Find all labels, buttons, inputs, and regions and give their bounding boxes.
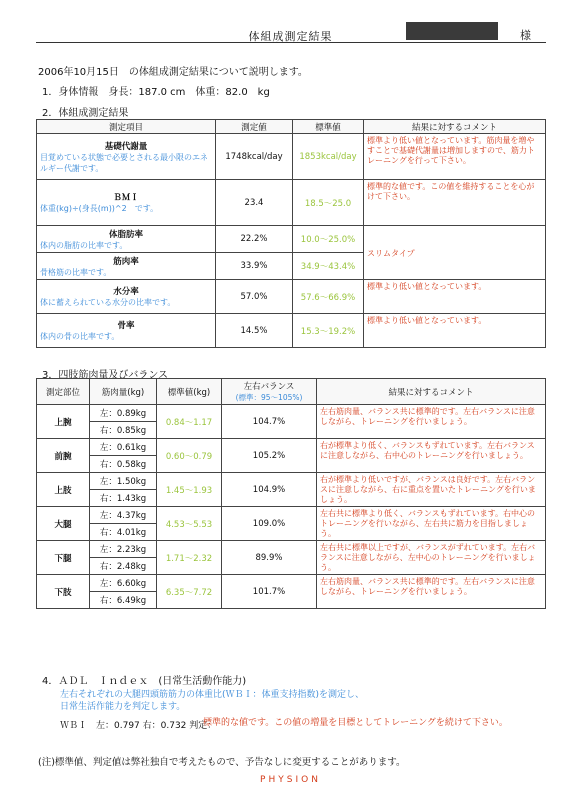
item-value: 33.9% — [216, 253, 293, 280]
item-standard: 18.5～25.0 — [293, 180, 364, 226]
item-name: ＢＭＩ — [113, 193, 139, 203]
item-name: 基礎代謝量 — [104, 141, 148, 152]
page-title: 体組成測定結果 — [248, 30, 333, 43]
limb-right: 右：0.58kg — [90, 456, 157, 473]
item-value: 22.2% — [216, 226, 293, 253]
limb-right: 右：0.85kg — [90, 422, 157, 439]
table-row — [37, 180, 546, 226]
limb-balance: 101.7% — [222, 575, 317, 609]
balance-standard: (標準：95～105%) — [235, 393, 303, 402]
item-name: 骨率 — [117, 321, 135, 331]
col-header: 測定部位 — [37, 379, 90, 405]
redacted-name — [406, 22, 498, 40]
col-header: 筋肉量(kg) — [90, 379, 157, 405]
limb-balance: 104.9% — [222, 473, 317, 507]
limb-part: 大腿 — [37, 507, 90, 541]
col-header: 左右バランス — [243, 382, 295, 392]
col-header: 標準値 — [293, 120, 364, 134]
limb-balance: 105.2% — [222, 439, 317, 473]
adl-desc-line1: 左右それぞれの大腿四頭筋筋力の体重比(ＷＢＩ：体重支持指数)を測定し、 — [60, 690, 365, 700]
item-desc: 体内の骨の比率です。 — [40, 332, 120, 341]
footnote: (注)標準値、判定値は弊社独自で考えたもので、予告なしに変更することがあります。 — [38, 757, 406, 768]
limb-standard: 6.35～7.72 — [157, 575, 222, 609]
limb-left: 左：0.61kg — [90, 439, 157, 456]
section3-heading: 3．四肢筋肉量及びバランス — [42, 370, 169, 381]
limb-comment: 右が標準より低いですが、バランスは良好です。左右バランスに注意しながら、右に重点を置いたトレーニングを行いましょう。 — [317, 473, 546, 507]
section4-heading: 4．ＡＤＬ Ｉｎｄｅｘ (日常生活動作能力) — [42, 676, 247, 687]
limb-left: 左：2.23kg — [90, 541, 157, 558]
body-composition-table — [36, 119, 546, 348]
item-value: 14.5% — [216, 314, 293, 348]
company-logo: PHYSION — [260, 775, 321, 785]
table-row — [37, 507, 546, 524]
limb-comment: 左右筋肉量、バランス共に標準的です。左右バランスに注意しながら、トレーニングを行いましょう。 — [317, 575, 546, 609]
wbi-comment: 標準的な値です。この値の増量を目標としてトレーニングを続けて下さい。 — [203, 718, 508, 728]
item-value: 57.0% — [216, 280, 293, 314]
limb-comment: 左右共に標準より低く、バランスもずれています。右中心のトレーニングを行いながら、左右共に筋力を目指しましょう。 — [317, 507, 546, 541]
item-desc: 骨格筋の比率です。 — [40, 267, 112, 277]
item-standard: 1853kcal/day — [293, 134, 364, 180]
col-header: 結果に対するコメント — [364, 120, 546, 134]
table-row — [37, 405, 546, 422]
item-desc: 目覚めている状態で必要とされる最小限のエネルギー代謝です。 — [40, 152, 208, 173]
limb-muscle-table — [36, 378, 546, 609]
item-name: 体脂肪率 — [108, 229, 143, 240]
honorific: 様 — [520, 29, 531, 42]
table-row — [37, 314, 546, 348]
limb-standard: 1.71～2.32 — [157, 541, 222, 575]
item-desc: 体重(kg)÷(身長(m))^2 です。 — [40, 204, 159, 213]
limb-part: 前腕 — [37, 439, 90, 473]
limb-right: 右：4.01kg — [90, 524, 157, 541]
item-name: 水分率 — [113, 287, 139, 297]
item-comment: 標準より低い値となっています。 — [364, 314, 546, 348]
limb-part: 下腿 — [37, 541, 90, 575]
limb-balance: 104.7% — [222, 405, 317, 439]
item-comment: 標準より低い値となっています。 — [364, 280, 546, 314]
intro-text: 2006年10月15日 の体組成測定結果について説明します。 — [38, 67, 308, 78]
header-rule — [36, 42, 546, 43]
table-row — [37, 473, 546, 490]
col-header: 標準値(kg) — [157, 379, 222, 405]
item-comment: スリムタイプ — [364, 226, 546, 280]
item-value: 23.4 — [216, 180, 293, 226]
limb-right: 右：6.49kg — [90, 592, 157, 609]
limb-comment: 左右筋肉量、バランス共に標準的です。左右バランスに注意しながら、トレーニングを行いましょう。 — [317, 405, 546, 439]
section1 — [42, 83, 270, 98]
table-row — [37, 134, 546, 180]
limb-right: 右：1.43kg — [90, 490, 157, 507]
limb-comment: 左右共に標準以上ですが、バランスがずれています。左右バランスに注意しながら、左中心のトレーニングを行いましょう。 — [317, 541, 546, 575]
limb-left: 左：0.89kg — [90, 405, 157, 422]
limb-right: 右：2.48kg — [90, 558, 157, 575]
item-standard: 15.3～19.2% — [293, 314, 364, 348]
item-desc: 体に蓄えられている水分の比率です。 — [40, 298, 176, 307]
limb-balance: 109.0% — [222, 507, 317, 541]
item-name: 筋肉率 — [113, 256, 139, 267]
limb-standard: 0.60～0.79 — [157, 439, 222, 473]
item-value: 1748kcal/day — [216, 134, 293, 180]
table-row — [37, 575, 546, 592]
col-header: 測定値 — [216, 120, 293, 134]
limb-standard: 4.53～5.53 — [157, 507, 222, 541]
limb-left: 左：6.60kg — [90, 575, 157, 592]
adl-description — [60, 689, 364, 713]
col-header: 測定項目 — [37, 120, 216, 134]
adl-desc-line2: 日常生活作能力を判定します。 — [60, 702, 186, 712]
col-header: 結果に対するコメント — [317, 379, 546, 405]
item-desc: 体内の脂肪の比率です。 — [40, 240, 128, 250]
limb-left: 左：1.50kg — [90, 473, 157, 490]
item-standard: 10.0～25.0% — [293, 226, 364, 253]
body-info: 身長：187.0 cm 体重：82.0 kg — [108, 87, 270, 98]
table-row — [37, 541, 546, 558]
limb-standard: 1.45～1.93 — [157, 473, 222, 507]
item-comment: 標準より低い値となっています。筋肉量を増やすことで基礎代謝量は増加しますので、筋力トレーニングを行って下さい。 — [364, 134, 546, 180]
table-row — [37, 439, 546, 456]
table-row — [37, 280, 546, 314]
limb-left: 左：4.37kg — [90, 507, 157, 524]
table-row — [37, 226, 546, 253]
section1-heading: 1．身体情報 — [42, 87, 99, 98]
limb-balance: 89.9% — [222, 541, 317, 575]
limb-comment: 右が標準より低く、バランスもずれています。左右バランスに注意しながら、右中心のトレーニングを行いましょう。 — [317, 439, 546, 473]
limb-part: 下肢 — [37, 575, 90, 609]
item-comment: 標準的な値です。この値を維持することを心がけて下さい。 — [364, 180, 546, 226]
limb-standard: 0.84～1.17 — [157, 405, 222, 439]
item-standard: 57.6～66.9% — [293, 280, 364, 314]
item-standard: 34.9～43.4% — [293, 253, 364, 280]
limb-part: 上腕 — [37, 405, 90, 439]
wbi-values: ＷＢＩ 左：0.797 右：0.732 判定： — [60, 721, 217, 731]
section2-heading: 2．体組成測定結果 — [42, 108, 129, 119]
limb-part: 上肢 — [37, 473, 90, 507]
